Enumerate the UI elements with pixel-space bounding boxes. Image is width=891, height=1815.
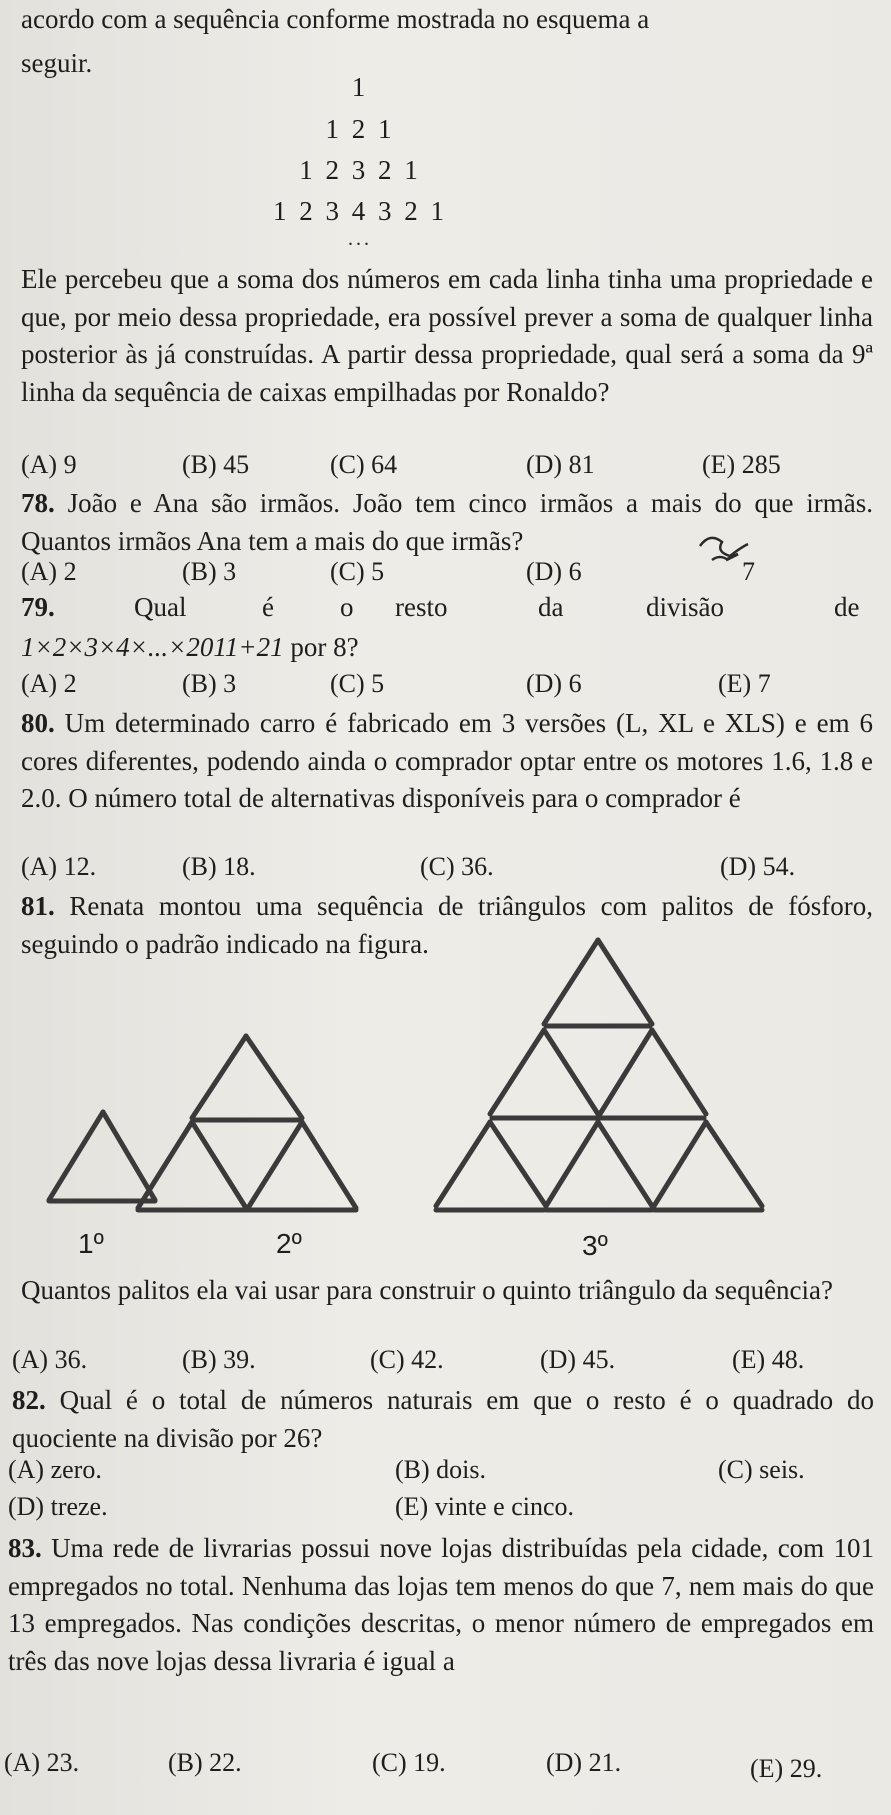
q82-option-b: (B) dois.	[395, 1455, 486, 1484]
q80-option-d: (D) 54.	[720, 852, 796, 881]
q81-option-c: (C) 42.	[370, 1345, 444, 1374]
q81-option-e: (E) 48.	[732, 1345, 805, 1374]
q77-option-a: (A) 9	[21, 450, 77, 479]
q79-tail: por 8?	[290, 632, 359, 662]
q77-text: Ele percebeu que a soma dos números em cada linha tinha uma propriedade e que, por meio dessa propriedade, era possível prever a soma de qualquer linha posterior às já construídas. A partir dessa propriedade, qual será a soma da 9ª linha da sequência de caixas empilhadas por Ronaldo?	[21, 264, 873, 407]
q82-option-e: (E) vinte e cinco.	[395, 1492, 575, 1521]
q79-word-6: divisão	[646, 592, 724, 622]
triangle-1	[49, 1112, 155, 1201]
intro-line-2: seguir.	[21, 48, 93, 78]
q79-option-c: (C) 5	[330, 669, 385, 698]
q78-option-c: (C) 5	[330, 557, 385, 586]
q79-number: 79.	[21, 592, 55, 622]
q77-option-b: (B) 45	[182, 450, 250, 479]
q81-number: 81.	[21, 891, 55, 921]
figure-label-2: 2º	[276, 1228, 302, 1259]
q82-text	[12, 1382, 874, 1457]
q82-option-d: (D) treze.	[8, 1492, 108, 1521]
q83-option-b: (B) 22.	[168, 1748, 242, 1777]
figure-label-1: 1º	[78, 1228, 104, 1259]
q81-option-d: (D) 45.	[540, 1345, 616, 1374]
q79-option-d: (D) 6	[526, 669, 582, 698]
q78-option-e: 7	[742, 557, 755, 586]
q79-word-7: de	[834, 592, 860, 622]
q81-body: Renata montou uma sequência de triângulos com palitos de fósforo, seguindo o padrão indicado na figura.	[21, 891, 874, 959]
sequence-row-4: 1 2 3 4 3 2 1	[273, 196, 447, 226]
q81-option-b: (B) 39.	[182, 1345, 256, 1374]
triangle-3	[436, 940, 762, 1210]
q80-option-c: (C) 36.	[420, 852, 494, 881]
q77-option-d: (D) 81	[526, 450, 595, 479]
q77-option-e: (E) 285	[702, 450, 781, 479]
q79-word-3: o	[340, 592, 354, 622]
sequence-row-2: 1 2 1	[325, 114, 395, 144]
q83-option-c: (C) 19.	[372, 1748, 446, 1777]
q77-option-c: (C) 64	[330, 450, 398, 479]
q79-word-4: resto	[395, 592, 448, 622]
q79-option-e: (E) 7	[718, 669, 771, 698]
q78-option-d: (D) 6	[526, 557, 582, 586]
triangle-2	[138, 1036, 356, 1210]
sequence-ellipsis: ...	[348, 228, 372, 250]
q82-option-a: (A) zero.	[8, 1455, 102, 1484]
q79-expression: 1×2×3×4×...×2011+21	[21, 632, 284, 662]
q80-body: Um determinado carro é fabricado em 3 versões (L, XL e XLS) e em 6 cores diferentes, podendo ainda o comprador optar entre os motores 1.6, 1.8 e 2.0. O número total de alternativas disponíveis para o comprador é	[21, 708, 874, 813]
q82-number: 82.	[12, 1385, 46, 1415]
q82-body: Qual é o total de números naturais em que o resto é o quadrado do quociente na divisão por 26?	[12, 1385, 875, 1453]
q80-number: 80.	[21, 708, 55, 738]
q83-number: 83.	[8, 1533, 42, 1563]
q83-body: Uma rede de livrarias possui nove lojas distribuídas pela cidade, com 101 empregados no total. Nenhuma das lojas tem menos do que 7, nem mais do que 13 empregados. Nas condições descritas, o menor número de empregados em três das nove lojas dessa livraria é igual a	[8, 1533, 874, 1676]
figure-label-3: 3º	[582, 1230, 608, 1261]
q79-word-2: é	[262, 592, 274, 622]
q83-text	[8, 1530, 874, 1680]
q83-option-d: (D) 21.	[546, 1748, 622, 1777]
q79-word-5: da	[538, 592, 564, 622]
q81-question: Quantos palitos ela vai usar para construir o quinto triângulo da sequência?	[21, 1275, 834, 1305]
q79-option-a: (A) 2	[21, 669, 77, 698]
sequence-row-3: 1 2 3 2 1	[299, 155, 421, 185]
q78-number: 78.	[21, 488, 55, 518]
q78-option-b: (B) 3	[182, 557, 237, 586]
q78-option-a: (A) 2	[21, 557, 77, 586]
q78-body: João e Ana são irmãos. João tem cinco irmãos a mais do que irmãs. Quantos irmãos Ana tem a mais do que irmãs?	[21, 488, 874, 556]
q80-option-a: (A) 12.	[21, 852, 97, 881]
sequence-row-1: 1	[351, 72, 369, 102]
q83-option-e: (E) 29.	[750, 1754, 823, 1783]
q79-word-1: Qual	[134, 592, 187, 622]
q82-option-c: (C) seis.	[718, 1455, 805, 1484]
q80-option-b: (B) 18.	[182, 852, 256, 881]
intro-line-1: acordo com a sequência conforme mostrada no esquema a	[21, 4, 650, 34]
q83-option-a: (A) 23.	[4, 1748, 80, 1777]
q81-option-a: (A) 36.	[12, 1345, 88, 1374]
q79-option-b: (B) 3	[182, 669, 237, 698]
